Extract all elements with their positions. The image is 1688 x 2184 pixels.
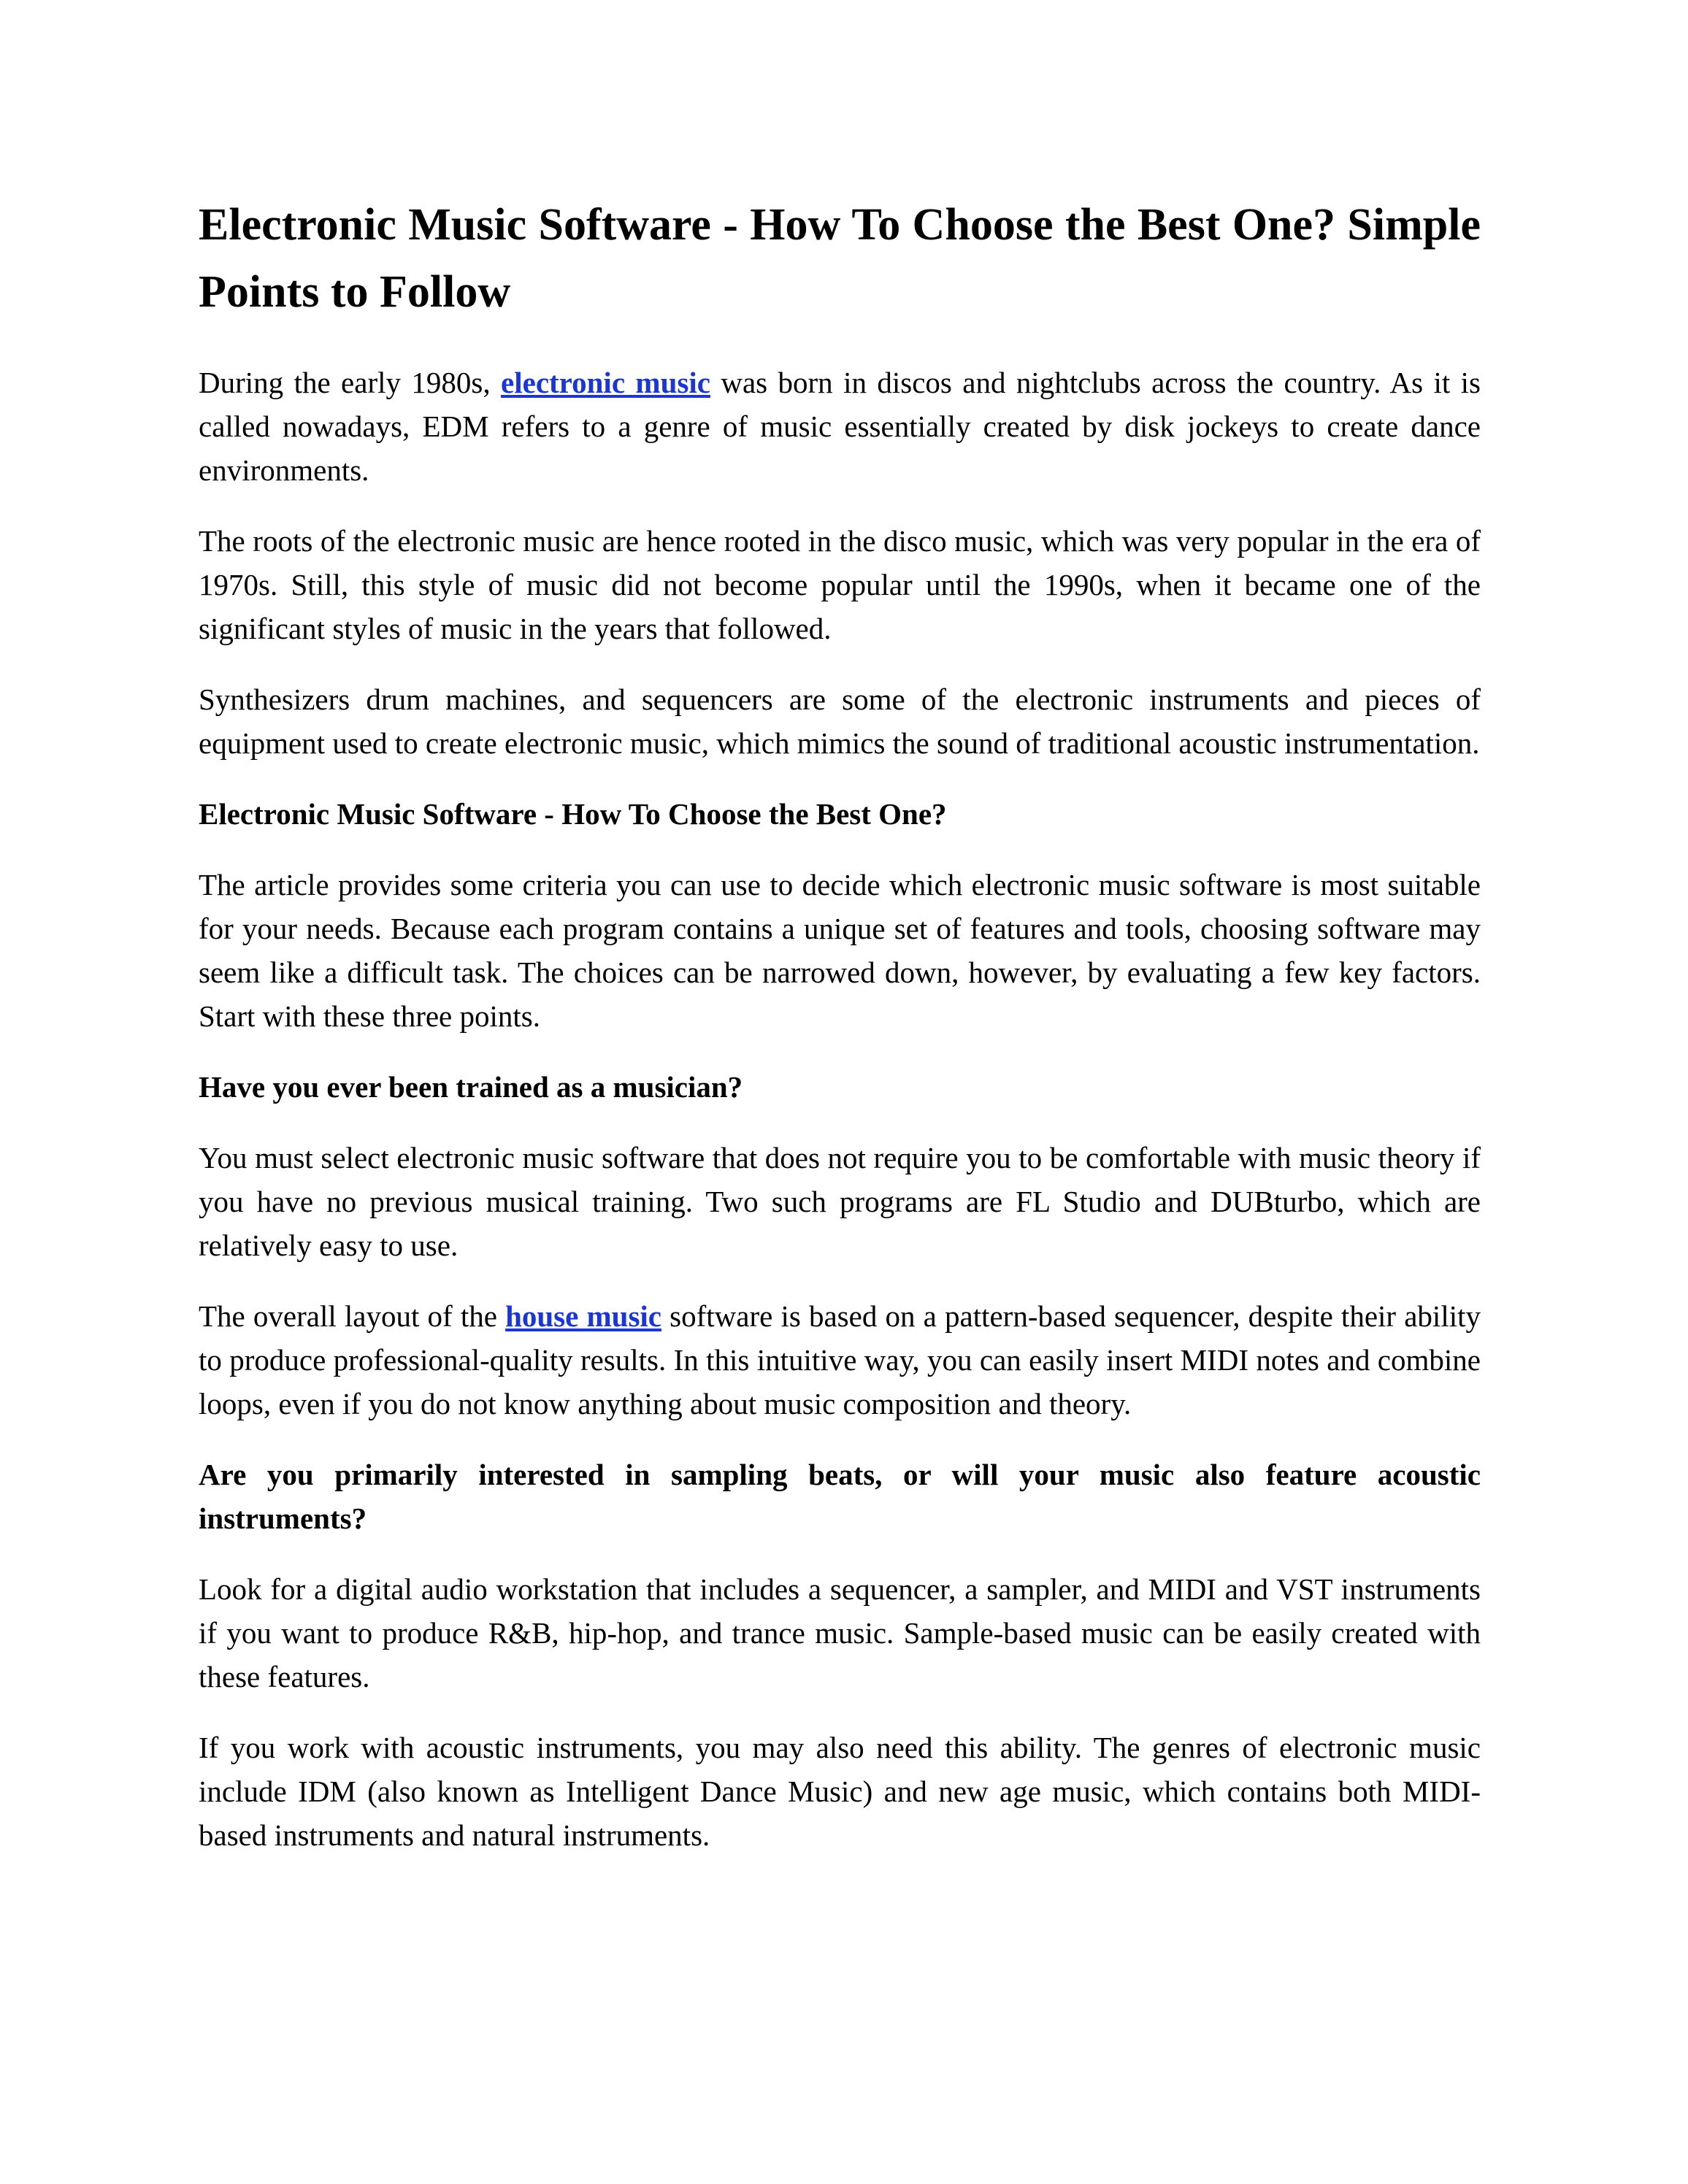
article-body [199, 191, 1481, 1884]
paragraph-layout [199, 1294, 1481, 1426]
paragraph-layout-before: The overall layout of the [199, 1299, 506, 1333]
electronic-music-link[interactable]: electronic music [501, 366, 710, 399]
paragraph-criteria: The article provides some criteria you can use to decide which electronic music software is most suitable for your needs. Because each program contains a unique set of features and tools, choosing software may seem like a difficult task. The choices can be narrowed down, however, by evaluating a few key factors. Start with these three points. [199, 868, 1481, 1033]
article-title: Electronic Music Software - How To Choose the Best One? Simple Points to Follow [199, 200, 1481, 317]
paragraph-roots: The roots of the electronic music are hence rooted in the disco music, which was very popular in the era of 1970s. Still, this style of music did not become popular until the 1990s, when it became one of the significant styles of music in the years that followed. [199, 524, 1481, 645]
paragraph-intro [199, 361, 1481, 492]
paragraph-layout-after: software is based on a pattern-based sequencer, despite their ability to produce professional-quality results. In this intuitive way, you can easily insert MIDI notes and combine loops, even if you do not know anything about music composition and theory. [199, 1299, 1481, 1420]
subheading-trained-musician: Have you ever been trained as a musician? [199, 1070, 743, 1104]
paragraph-intro-after: was born in discos and nightclubs across the country. As it is called nowadays, EDM refers to a genre of music essentially created by disk jockeys to create dance environments. [199, 366, 1481, 487]
paragraph-instruments: Synthesizers drum machines, and sequencers are some of the electronic instruments and pieces of equipment used to create electronic music, which mimics the sound of traditional acoustic instrumentation. [199, 682, 1481, 760]
paragraph-acoustic: If you work with acoustic instruments, you may also need this ability. The genres of electronic music include IDM (also known as Intelligent Dance Music) and new age music, which contains both MIDI-based instruments and natural instruments. [199, 1731, 1481, 1852]
subheading-choose-best: Electronic Music Software - How To Choose the Best One? [199, 797, 947, 831]
paragraph-no-training: You must select electronic music software that does not require you to be comfortable with music theory if you have no previous musical training. Two such programs are FL Studio and DUBturbo, which are relatively easy to use. [199, 1141, 1481, 1262]
paragraph-daw: Look for a digital audio workstation that includes a sequencer, a sampler, and MIDI and VST instruments if you want to produce R&B, hip-hop, and trance music. Sample-based music can be easily created with these features. [199, 1572, 1481, 1693]
paragraph-intro-before: During the early 1980s, [199, 366, 502, 399]
house-music-link[interactable]: house music [505, 1299, 661, 1333]
subheading-sampling-beats: Are you primarily interested in sampling beats, or will your music also feature acoustic instruments? [199, 1458, 1481, 1535]
